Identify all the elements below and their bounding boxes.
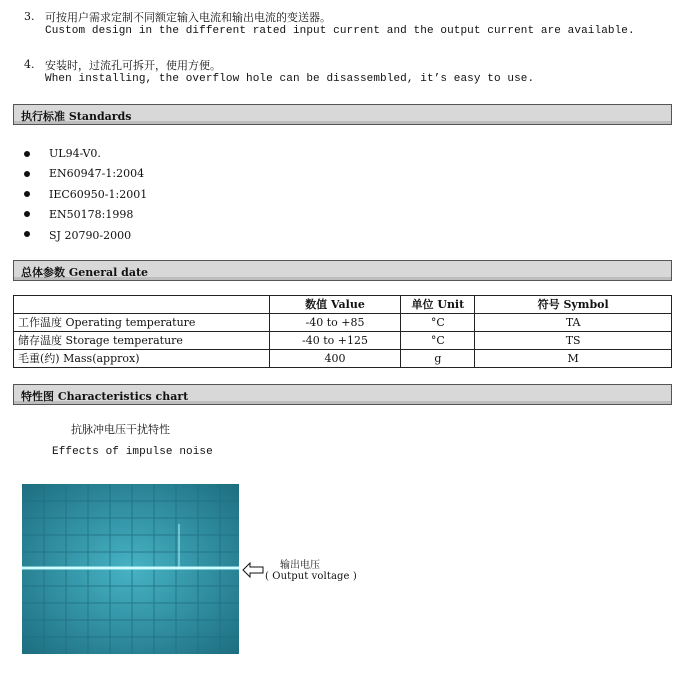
standard-item: EN60947-1:2004	[49, 167, 145, 180]
chart-caption-en: Effects of impulse noise	[52, 446, 213, 458]
item-text-en: When installing, the overflow hole can be disassembled, it’s easy to use.	[45, 73, 535, 85]
table-row	[14, 314, 672, 332]
left-arrow-icon	[242, 562, 264, 578]
table-cell: TA	[475, 314, 672, 332]
standards-title: 执行标准 Standards	[21, 110, 132, 123]
chart-caption-zh: 抗脉冲电压干扰特性	[71, 423, 170, 436]
standards-section-header	[13, 104, 672, 125]
standard-item: IEC60950-1:2001	[49, 188, 148, 201]
table-row	[14, 332, 672, 350]
general-section-header	[13, 260, 672, 281]
oscilloscope-photo	[22, 484, 239, 654]
table-cell: °C	[401, 314, 475, 332]
output-voltage-label-en: ( Output voltage )	[265, 571, 357, 582]
table-header-row	[14, 296, 672, 314]
item-text-en: Custom design in the different rated input current and the output current are available.	[45, 25, 635, 37]
table-header-cell	[14, 296, 270, 314]
table-cell: g	[401, 350, 475, 368]
table-cell: 毛重(约) Mass(approx)	[14, 350, 270, 368]
table-row	[14, 350, 672, 368]
table-header-cell: 数值 Value	[269, 296, 401, 314]
characteristics-title: 特性图 Characteristics chart	[21, 390, 189, 403]
table-cell: 工作温度 Operating temperature	[14, 314, 270, 332]
item-text-zh: 可按用户需求定制不同额定输入电流和输出电流的变送器。	[45, 11, 331, 24]
general-parameters-table	[13, 295, 672, 368]
bullet-icon	[24, 211, 30, 217]
table-cell: °C	[401, 332, 475, 350]
table-header-cell: 符号 Symbol	[475, 296, 672, 314]
characteristics-section-header	[13, 384, 672, 405]
standard-item: SJ 20790-2000	[49, 229, 132, 242]
bullet-icon	[24, 171, 30, 177]
standard-item: EN50178:1998	[49, 208, 134, 221]
table-cell: -40 to +125	[269, 332, 401, 350]
item-text-zh: 安装时，过流孔可拆开，使用方便。	[45, 59, 221, 72]
item-number: 4.	[24, 58, 35, 71]
general-title: 总体参数 General date	[21, 266, 149, 279]
item-number: 3.	[24, 10, 35, 23]
table-cell: 储存温度 Storage temperature	[14, 332, 270, 350]
table-cell: M	[475, 350, 672, 368]
table-cell: 400	[269, 350, 401, 368]
output-voltage-label-zh: 输出电压	[280, 560, 320, 571]
table-cell: -40 to +85	[269, 314, 401, 332]
bullet-icon	[24, 151, 30, 157]
table-cell: TS	[475, 332, 672, 350]
standard-item: UL94-V0.	[49, 147, 101, 160]
table-header-cell: 单位 Unit	[401, 296, 475, 314]
bullet-icon	[24, 231, 30, 237]
oscilloscope-screen	[22, 484, 239, 654]
bullet-icon	[24, 191, 30, 197]
